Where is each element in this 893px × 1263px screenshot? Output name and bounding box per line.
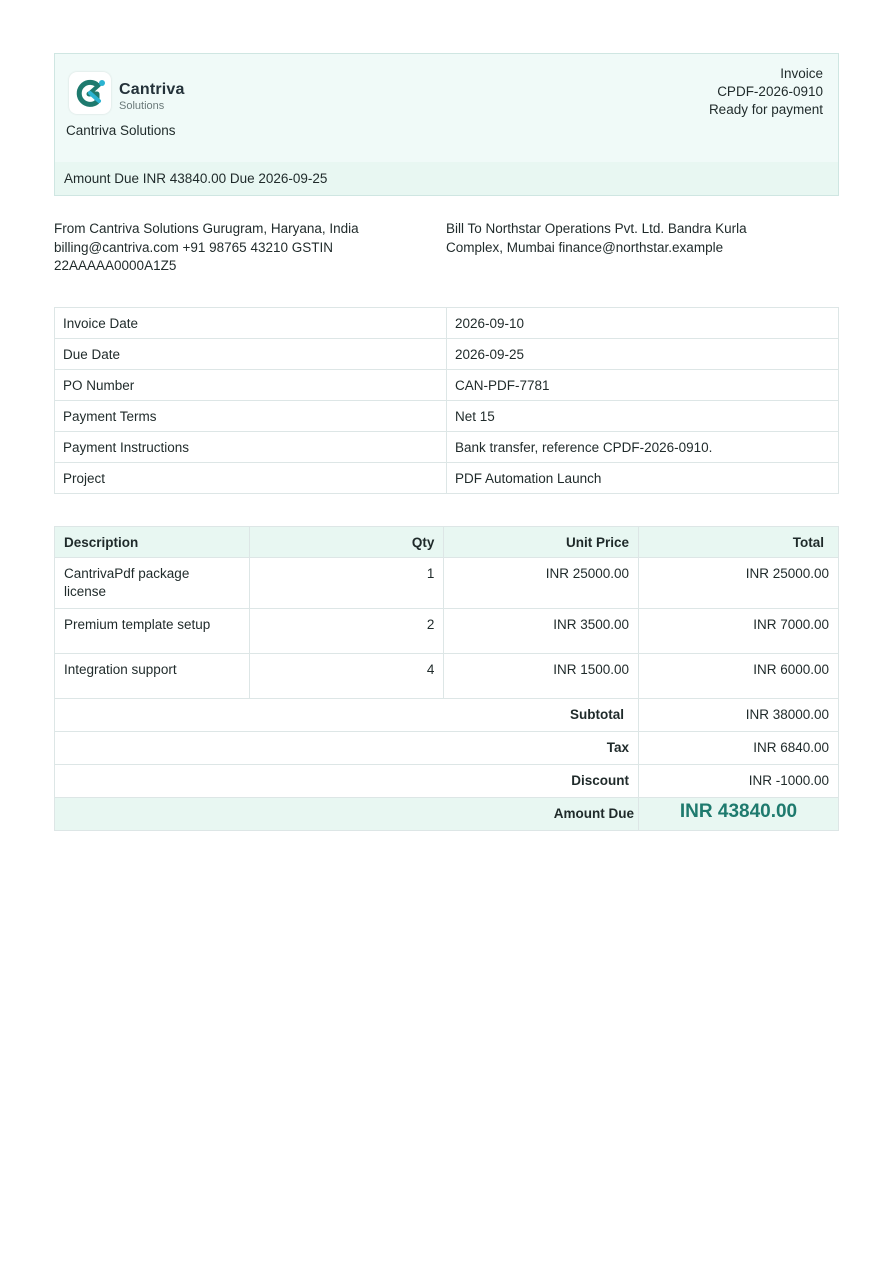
line-items-table (54, 526, 839, 831)
amount-due-value: INR 43840.00 (639, 798, 839, 831)
brand-name: Cantriva (119, 81, 185, 98)
detail-label: Payment Terms (55, 401, 447, 432)
table-row (55, 308, 839, 339)
amount-due-label: Amount Due (55, 798, 639, 831)
discount-row (55, 765, 839, 798)
detail-label: Due Date (55, 339, 447, 370)
discount-value: INR -1000.00 (639, 765, 839, 798)
tax-row (55, 732, 839, 765)
bill-to-address: Bill To Northstar Operations Pvt. Ltd. Bandra Kurla Complex, Mumbai finance@northstar.example (446, 221, 747, 255)
table-row (55, 654, 839, 699)
item-total: INR 25000.00 (639, 558, 839, 609)
cantriva-logo-icon (69, 72, 111, 114)
subtotal-row (55, 699, 839, 732)
table-row (55, 609, 839, 654)
item-total: INR 6000.00 (639, 654, 839, 699)
amount-due-bar (54, 162, 839, 196)
table-row (55, 432, 839, 463)
cantriva-logo (69, 72, 111, 114)
item-unit-price: INR 25000.00 (444, 558, 639, 609)
amount-due-summary: Amount Due INR 43840.00 Due 2026-09-25 (64, 171, 328, 186)
column-header-qty: Qty (250, 527, 444, 558)
table-row (55, 463, 839, 494)
brand-subtitle: Solutions (119, 100, 165, 112)
detail-label: Project (55, 463, 447, 494)
detail-value: PDF Automation Launch (447, 463, 839, 494)
detail-value: Bank transfer, reference CPDF-2026-0910. (447, 432, 839, 463)
table-header-row (55, 527, 839, 558)
item-qty: 1 (250, 558, 444, 609)
tax-label: Tax (55, 732, 639, 765)
detail-label: Payment Instructions (55, 432, 447, 463)
company-name: Cantriva Solutions (66, 123, 176, 138)
from-address: From Cantriva Solutions Gurugram, Haryana, India billing@cantriva.com +91 98765 43210 GSTIN 22AAAAA0000A1Z5 (54, 221, 359, 273)
column-header-unit-price: Unit Price (444, 527, 639, 558)
item-qty: 4 (250, 654, 444, 699)
item-description: CantrivaPdf package license (55, 558, 250, 609)
detail-value: 2026-09-10 (447, 308, 839, 339)
subtotal-label: Subtotal (55, 699, 639, 732)
table-row (55, 339, 839, 370)
detail-label: PO Number (55, 370, 447, 401)
invoice-details-table (54, 307, 839, 494)
table-row (55, 558, 839, 609)
invoice-number: CPDF-2026-0910 (717, 84, 823, 99)
discount-label: Discount (55, 765, 639, 798)
detail-label: Invoice Date (55, 308, 447, 339)
invoice-status: Ready for payment (708, 102, 823, 117)
detail-value: CAN-PDF-7781 (447, 370, 839, 401)
invoice-meta (709, 65, 823, 119)
item-total: INR 7000.00 (639, 609, 839, 654)
subtotal-value: INR 38000.00 (639, 699, 839, 732)
tax-value: INR 6840.00 (639, 732, 839, 765)
invoice-header (54, 53, 839, 163)
amount-due-row (55, 798, 839, 831)
item-description: Integration support (55, 654, 250, 699)
detail-value: 2026-09-25 (447, 339, 839, 370)
invoice-label: Invoice (780, 66, 823, 81)
item-qty: 2 (250, 609, 444, 654)
table-row (55, 401, 839, 432)
item-description: Premium template setup (55, 609, 250, 654)
item-unit-price: INR 3500.00 (444, 609, 639, 654)
detail-value: Net 15 (447, 401, 839, 432)
table-row (55, 370, 839, 401)
column-header-description: Description (55, 527, 250, 558)
column-header-total: Total (639, 527, 839, 558)
item-unit-price: INR 1500.00 (444, 654, 639, 699)
